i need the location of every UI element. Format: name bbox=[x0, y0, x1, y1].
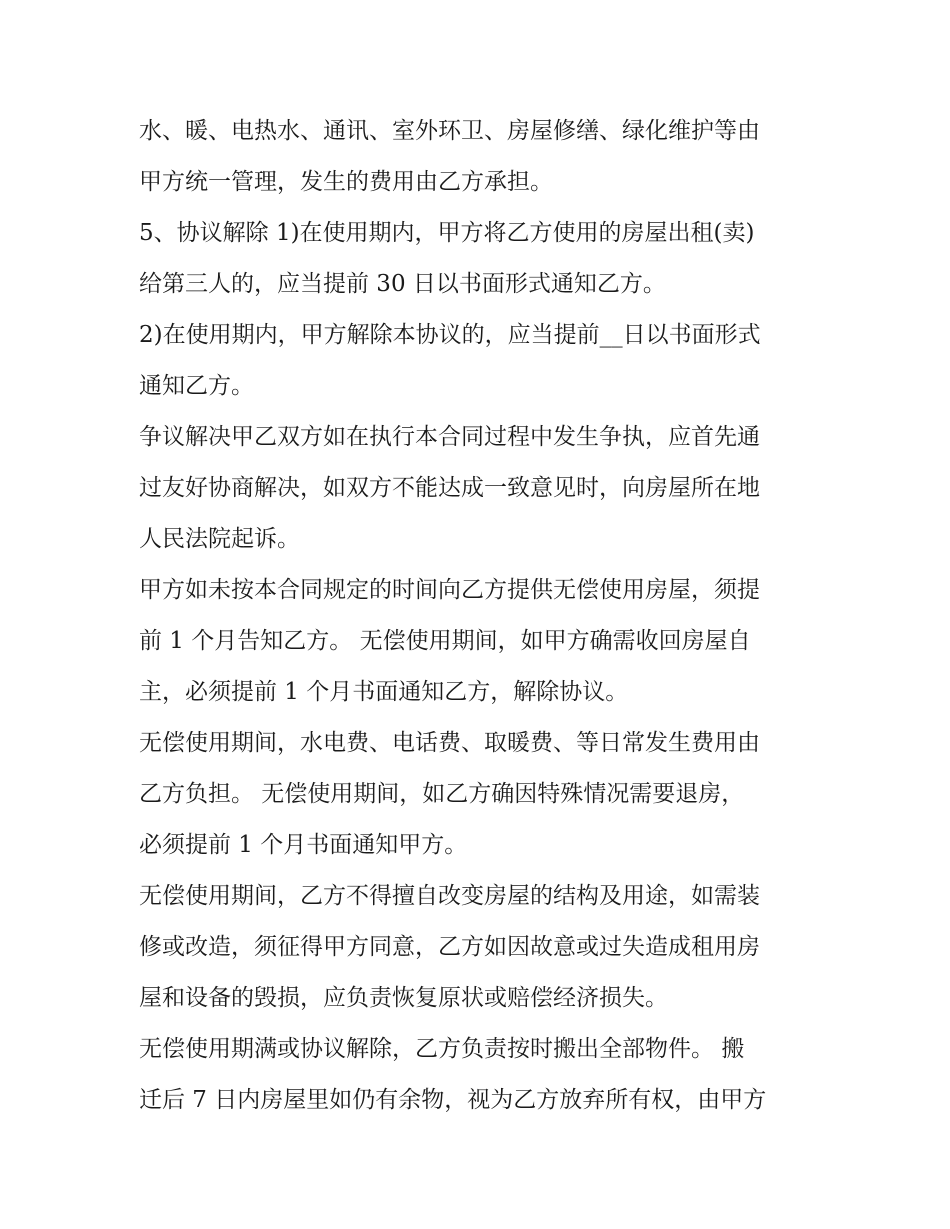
text-line: 屋和设备的毁损，应负责恢复原状或赔偿经济损失。 bbox=[139, 985, 668, 1011]
text-line: 5、协议解除 1)在使用期内，甲方将乙方使用的房屋出租(卖) bbox=[139, 220, 755, 246]
text-line: 甲方统一管理，发生的费用由乙方承担。 bbox=[139, 169, 553, 195]
paragraph-party-a-obligations bbox=[139, 565, 819, 718]
text-line: 迁后 7 日内房屋里如仍有余物，视为乙方放弃所有权，由甲方 bbox=[139, 1087, 767, 1113]
text-line: 无偿使用期满或协议解除，乙方负责按时搬出全部物件。 搬 bbox=[139, 1036, 745, 1062]
text-line: 争议解决甲乙双方如在执行本合同过程中发生争执，应首先通 bbox=[139, 424, 760, 450]
text-line: 主，必须提前 1 个月书面通知乙方，解除协议。 bbox=[139, 679, 629, 705]
text-line: 水、暖、电热水、通讯、室外环卫、房屋修缮、绿化维护等由 bbox=[139, 118, 760, 144]
paragraph-termination-sale bbox=[139, 208, 819, 310]
document-body bbox=[139, 106, 819, 1126]
text-line: 乙方负担。 无偿使用期间，如乙方确因特殊情况需要退房， bbox=[139, 781, 745, 807]
paragraph-alterations bbox=[139, 871, 819, 1024]
text-line: 人民法院起诉。 bbox=[139, 526, 300, 552]
text-line: 甲方如未按本合同规定的时间向乙方提供无偿使用房屋，须提 bbox=[139, 577, 760, 603]
text-line: 过友好协商解决，如双方不能达成一致意见时，向房屋所在地 bbox=[139, 475, 760, 501]
text-line: 给第三人的，应当提前 30 日以书面形式通知乙方。 bbox=[139, 271, 666, 297]
text-line: 必须提前 1 个月书面通知甲方。 bbox=[139, 832, 468, 858]
paragraph-termination-notice bbox=[139, 310, 819, 412]
paragraph-move-out bbox=[139, 1024, 819, 1126]
text-line: 无偿使用期间，水电费、电话费、取暖费、等日常发生费用由 bbox=[139, 730, 760, 756]
text-line: 通知乙方。 bbox=[139, 373, 254, 399]
text-line: 无偿使用期间，乙方不得擅自改变房屋的结构及用途，如需装 bbox=[139, 883, 760, 909]
text-line: 修或改造，须征得甲方同意，乙方如因故意或过失造成租用房 bbox=[139, 934, 760, 960]
paragraph-expenses bbox=[139, 718, 819, 871]
text-line: 前 1 个月告知乙方。 无偿使用期间，如甲方确需收回房屋自 bbox=[139, 628, 751, 654]
paragraph-facility-management bbox=[139, 106, 819, 208]
text-line: 2)在使用期内，甲方解除本协议的，应当提前__日以书面形式 bbox=[139, 322, 761, 348]
paragraph-dispute-resolution bbox=[139, 412, 819, 565]
